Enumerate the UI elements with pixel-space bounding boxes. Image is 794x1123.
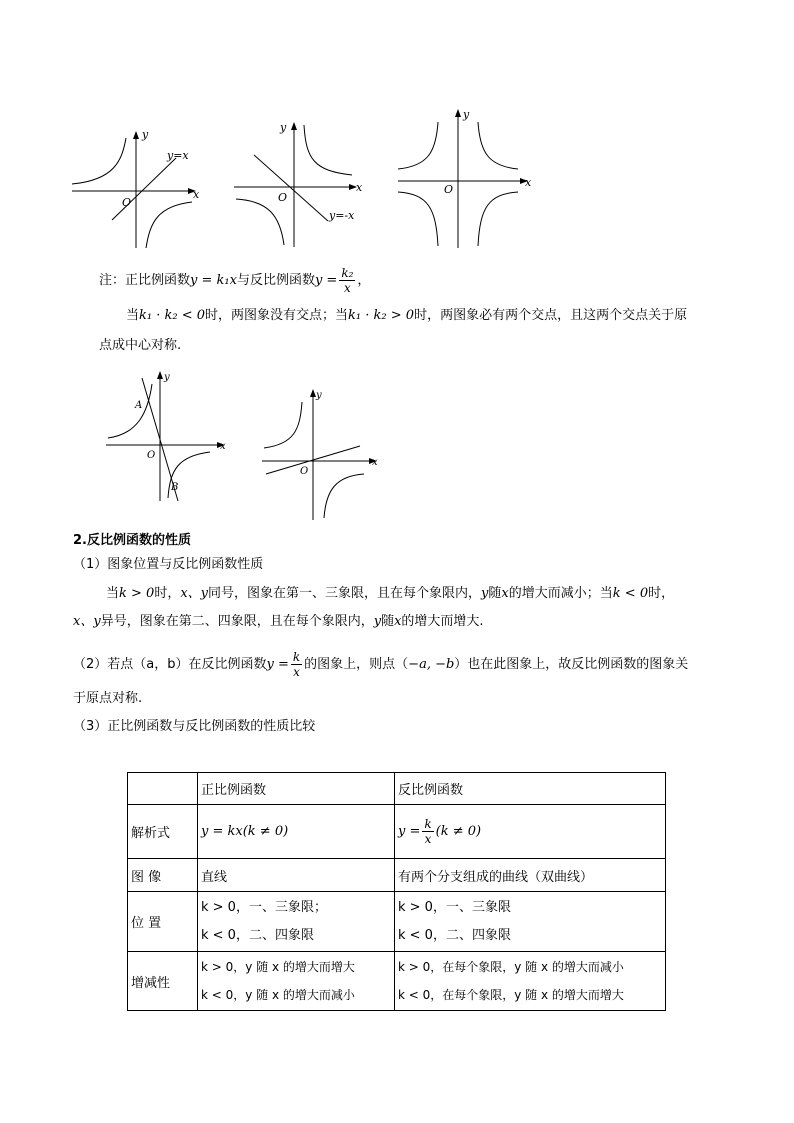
math-expression: y: [481, 586, 489, 601]
text-segment: 的图象上，则点（: [304, 657, 409, 672]
origin-label: O: [147, 450, 156, 461]
graph-positive-k-intersection: [258, 386, 383, 522]
text-segment: 的增大而增大.: [401, 614, 484, 629]
table-row: [128, 952, 666, 1011]
text-segment: （2）若点（a，b）在反比例函数: [73, 657, 267, 672]
graph-four-branch-hyperbola: [392, 104, 537, 250]
cell-line: k > 0，一、三象限；: [201, 899, 327, 915]
fraction-k-over-x: [422, 817, 433, 846]
table-header-row: [128, 773, 666, 805]
paragraph-2-line-1: [73, 650, 688, 679]
cell-line: k > 0，y 随 x 的增大而增大: [201, 960, 355, 974]
fraction-numerator: k₂: [341, 266, 354, 280]
math-expression: k > 0: [119, 586, 155, 601]
math-expression: y =: [266, 657, 289, 672]
math-expression: y: [373, 614, 382, 629]
cell-line: k < 0，二、四象限: [201, 927, 314, 943]
formula-inverse-lhs: y =: [314, 273, 338, 288]
origin-label: O: [278, 191, 288, 204]
note-mid: 与反比例函数: [236, 273, 315, 288]
text-segment: 当: [106, 586, 120, 601]
y-axis-label: y: [280, 121, 287, 134]
text-segment: 时，两图象没有交点；当: [205, 308, 349, 323]
point-a-label: A: [135, 400, 143, 411]
paragraph-1-line-2: [73, 612, 484, 632]
x-axis-label: x: [372, 457, 378, 468]
x-axis-label: x: [525, 176, 532, 189]
table-row: [128, 805, 666, 859]
text-segment: 时，两图象必有两个交点，且这两个交点关于原: [414, 308, 688, 323]
cell-line: k < 0，在每个象限，y 随 x 的增大而增大: [398, 988, 624, 1002]
math-expression: −a, −b: [408, 657, 455, 672]
table-cell: 直线: [198, 859, 395, 892]
cell-line: k > 0，一、三象限: [398, 899, 511, 915]
table-cell: [395, 805, 666, 859]
y-axis-label: y: [164, 372, 170, 383]
note-line-2: [126, 306, 687, 326]
fraction-denominator: x: [293, 665, 300, 679]
condition-positive: k₁ · k₂ > 0: [348, 308, 415, 323]
text-segment: ）也在此图象上，故反比例函数的图象关: [454, 657, 689, 672]
table-row: [128, 892, 666, 952]
table-header-cell: [128, 773, 198, 805]
formula-inverse-fraction: [339, 266, 355, 295]
math-expression: x、y: [73, 614, 101, 629]
line-label: y=x: [167, 149, 189, 162]
y-axis-label: y: [463, 108, 470, 121]
text-segment: 当: [126, 308, 140, 323]
math-expression: x: [501, 586, 509, 601]
paragraph-1-line-1: [106, 584, 674, 604]
math-expression: y =: [398, 824, 421, 839]
row-label: 增减性: [128, 952, 198, 1011]
origin-label: O: [444, 183, 454, 196]
text-segment: 时，: [648, 586, 675, 601]
y-axis-label: y: [316, 390, 322, 401]
paragraph-1-title: （1）图象位置与反比例函数性质: [73, 557, 264, 572]
graph-hyperbola-with-y-equals-neg-x: [228, 115, 373, 250]
text-segment: 异号，图象在第二、四象限，且在每个象限内，: [100, 614, 374, 629]
origin-label: O: [122, 196, 132, 209]
text-segment: 随: [381, 614, 395, 629]
origin-label: O: [300, 466, 309, 477]
fraction-numerator: k: [424, 817, 432, 831]
table-header-cell: 反比例函数: [395, 773, 666, 805]
row-label: 位 置: [128, 892, 198, 952]
math-expression: k < 0: [612, 586, 649, 601]
math-expression: x、y: [180, 586, 209, 601]
table-cell: [395, 952, 666, 1011]
point-b-label: B: [171, 482, 179, 493]
x-axis-label: x: [220, 441, 226, 452]
text-segment: 的增大而减小；当: [508, 586, 613, 601]
note-end: ，: [357, 273, 371, 288]
text-segment: 时，: [154, 586, 181, 601]
formula-direct-proportion: y = k₁x: [190, 273, 237, 288]
math-expression: x: [394, 614, 402, 629]
table-cell: [198, 892, 395, 952]
x-axis-label: x: [356, 181, 363, 194]
row-label: 图 像: [128, 859, 198, 892]
condition-negative: k₁ · k₂ < 0: [139, 308, 206, 323]
note-line-1: [99, 266, 370, 295]
fraction-k-over-x: [291, 650, 302, 679]
section-heading: 2.反比例函数的性质: [73, 533, 191, 548]
fraction-denominator: x: [343, 281, 351, 295]
text-segment: 同号，图象在第一、三象限，且在每个象限内，: [208, 586, 482, 601]
table-cell: y = kx(k ≠ 0): [198, 805, 395, 859]
paragraph-3-title: （3）正比例函数与反比例函数的性质比较: [73, 719, 316, 734]
text-segment: 随: [488, 586, 502, 601]
math-expression: (k ≠ 0): [435, 824, 482, 839]
note-line-3: 点成中心对称.: [99, 338, 182, 353]
cell-line: k > 0，在每个象限，y 随 x 的增大而减小: [398, 960, 624, 974]
line-label: y=-x: [329, 209, 355, 222]
table-header-cell: 正比例函数: [198, 773, 395, 805]
cell-line: k < 0，二、四象限: [398, 927, 511, 943]
fraction-denominator: x: [424, 832, 432, 846]
comparison-table: [127, 772, 666, 1011]
table-row: [128, 859, 666, 892]
row-label: 解析式: [128, 805, 198, 859]
graph-negative-k-intersection: [100, 368, 235, 503]
table-cell: 有两个分支组成的曲线（双曲线）: [395, 859, 666, 892]
table-cell: [395, 892, 666, 952]
y-axis-label: y: [142, 128, 149, 141]
fraction-numerator: k: [292, 650, 301, 664]
cell-line: k < 0，y 随 x 的增大而减小: [201, 988, 355, 1002]
x-axis-label: x: [193, 188, 200, 201]
paragraph-2-line-2: 于原点对称.: [73, 691, 143, 706]
graph-hyperbola-with-y-equals-x: [60, 120, 210, 250]
table-cell: [198, 952, 395, 1011]
note-prefix: 注：正比例函数: [99, 273, 191, 288]
